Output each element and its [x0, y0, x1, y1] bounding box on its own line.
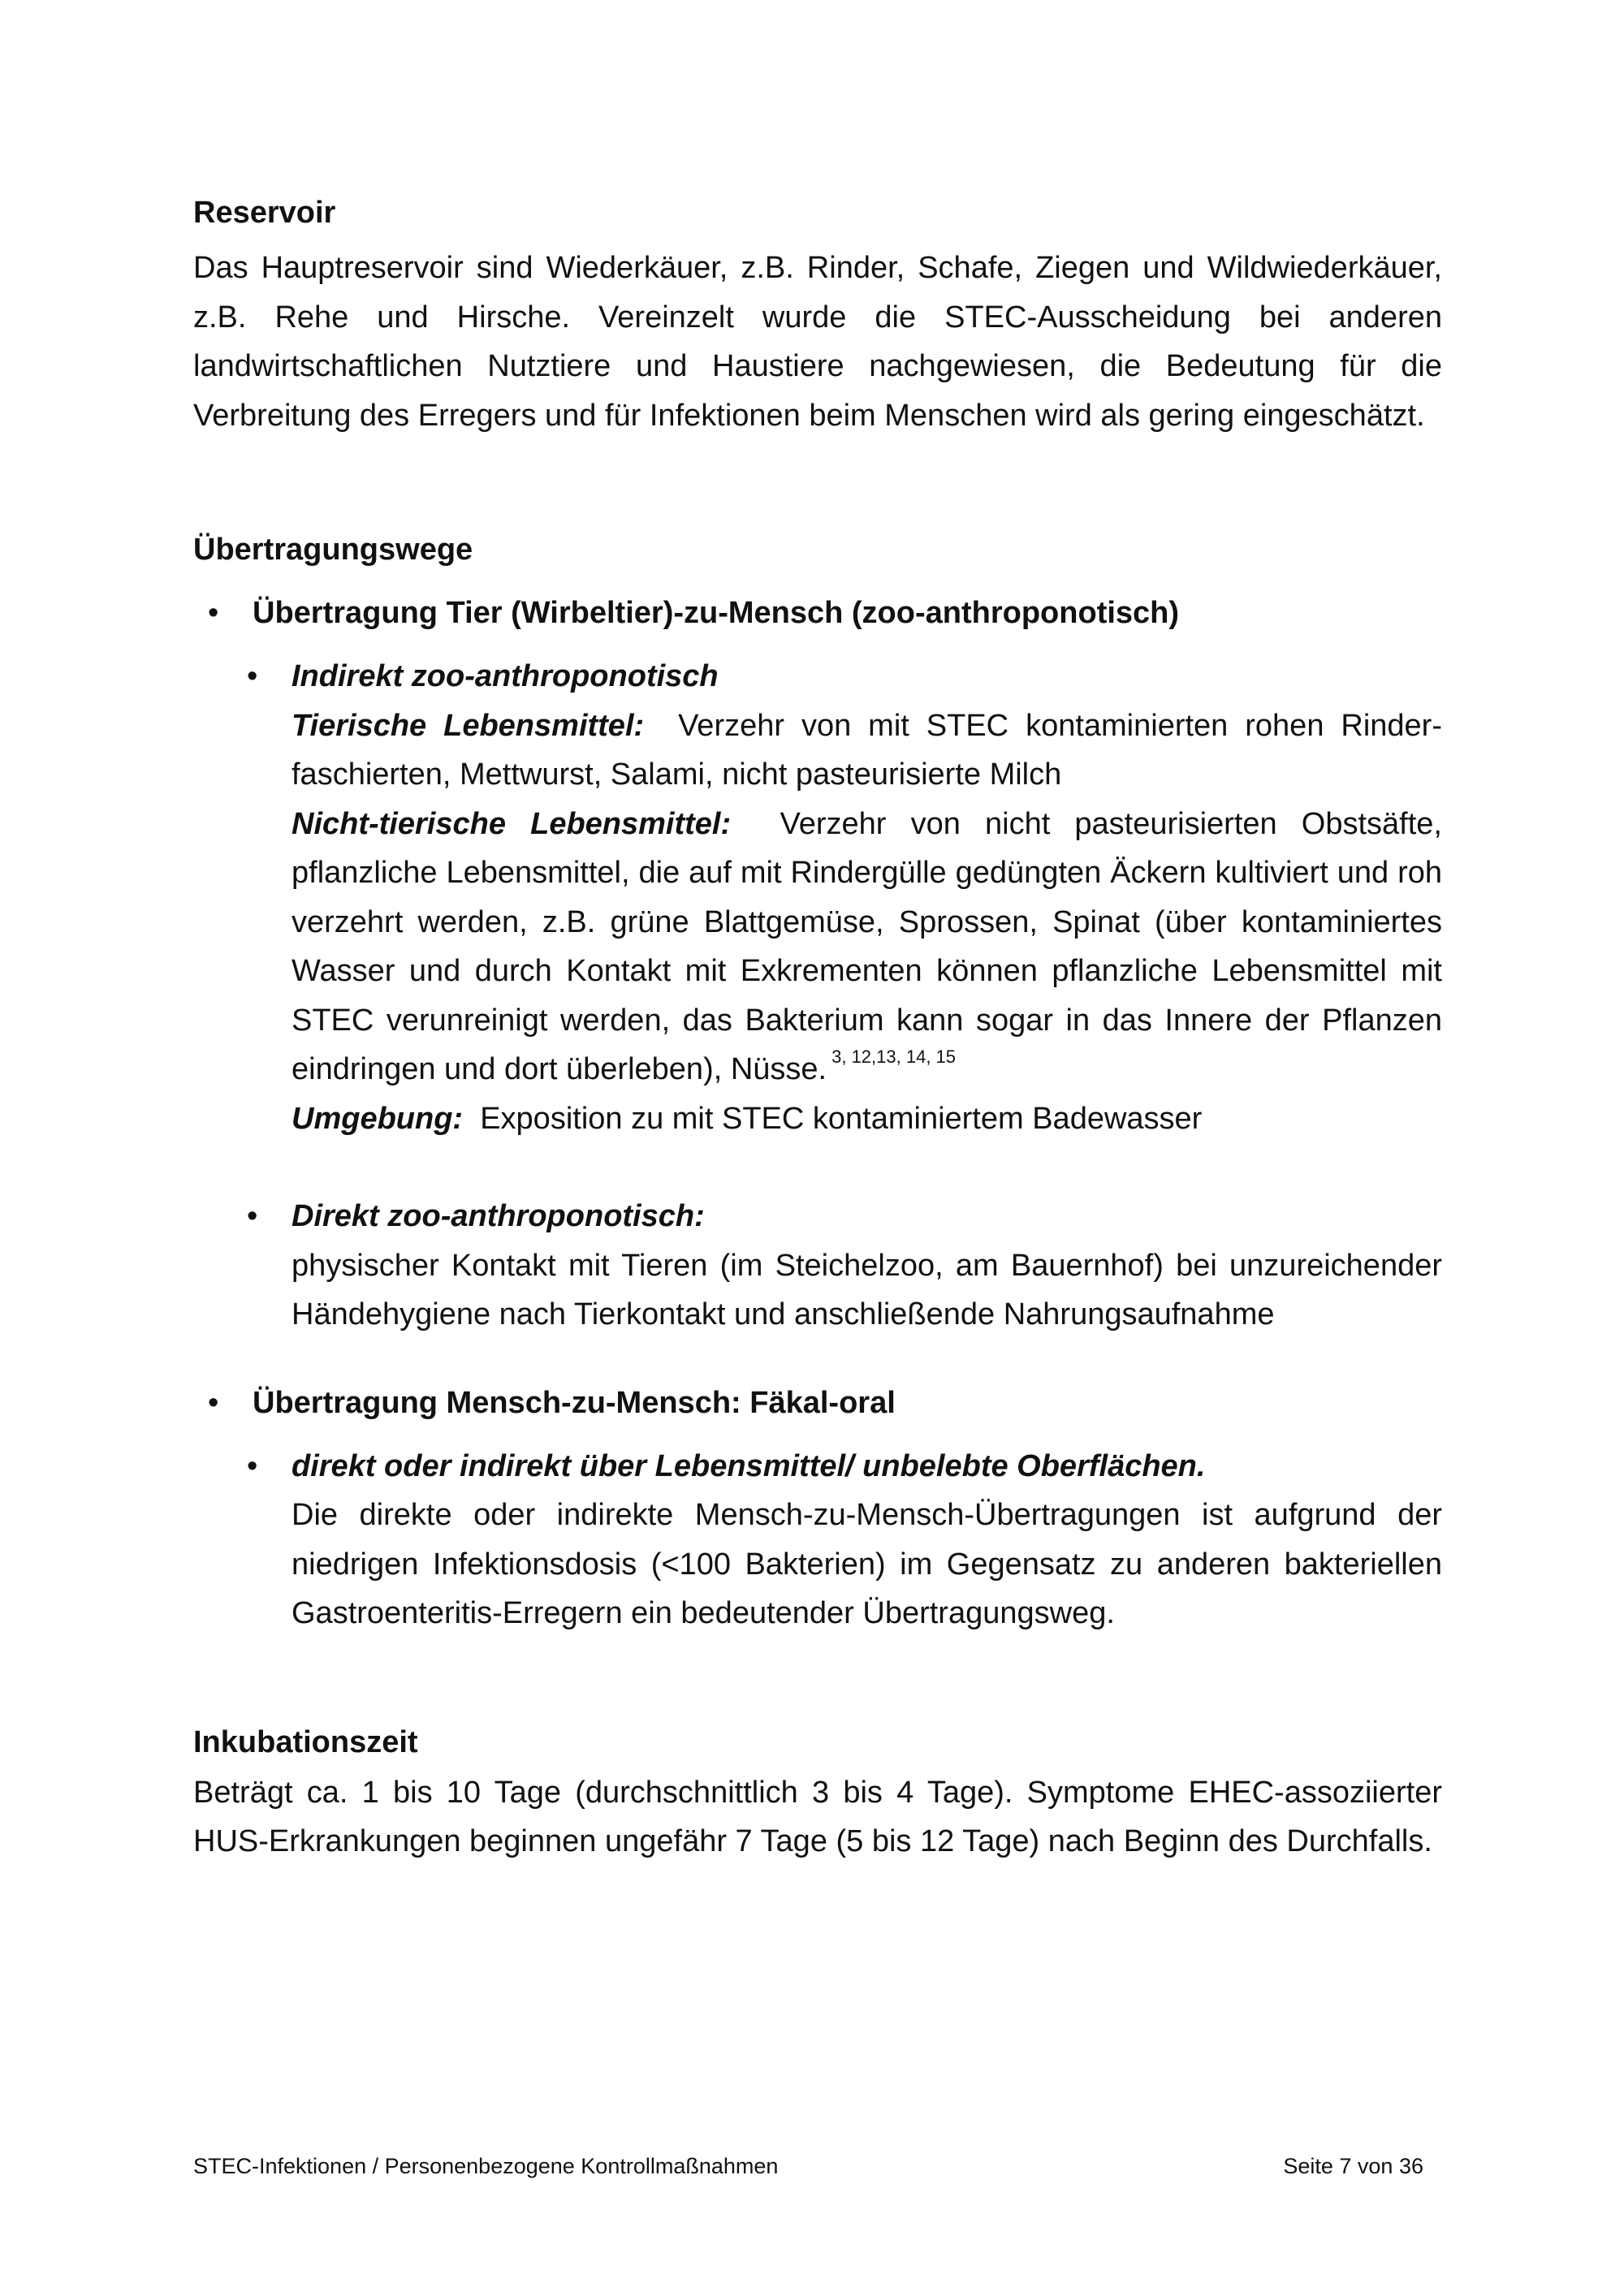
list-item-indirekt	[193, 652, 1442, 1143]
references-superscript: 3, 12,13, 14, 15	[831, 1047, 957, 1067]
footer-document-title: STEC-Infektionen / Personenbezogene Kontrollmaßnahmen	[193, 2154, 779, 2178]
umgebung-label: Umgebung:	[292, 1101, 464, 1136]
direkt-paragraph: physischer Kontakt mit Tieren (im Steichelzoo, am Bauernhof) bei unzureichender Händehygiene nach Tierkontakt und anschließende Nahrungsaufnahme	[292, 1248, 1442, 1331]
reservoir-paragraph: Das Hauptreservoir sind Wiederkäuer, z.B. Rinder, Schafe, Ziegen und Wildwiederkäuer, z.B. Rehe und Hirsche. Vereinzelt wurde die STEC-Ausscheidung bei anderen landwirtschaftlichen Nutztiere und Haustiere nachgewiesen, die Bedeutung für die Verbreitung des Erregers und für Infektionen beim Menschen wird als gering eingeschätzt.	[193, 251, 1442, 433]
bullet-icon: •	[247, 1448, 258, 1483]
page-content	[193, 188, 1442, 1867]
umgebung-paragraph	[292, 1094, 1442, 1144]
footer-page-number: Seite 7 von 36	[1283, 2154, 1423, 2178]
section-heading-inkubationszeit: Inkubationszeit	[193, 1724, 418, 1759]
bullet-icon: •	[247, 1199, 258, 1233]
tierische-lebensmittel-paragraph	[292, 701, 1442, 800]
nicht-tierische-lebensmittel-label: Nicht-tierische Lebensmittel:	[292, 806, 732, 841]
tierische-lebensmittel-label: Tierische Lebensmittel:	[292, 708, 645, 743]
umgebung-text: Exposition zu mit STEC kontaminiertem Badewasser	[480, 1101, 1203, 1136]
direkt-title: Direkt zoo-anthroponotisch:	[292, 1199, 705, 1233]
direkt-indirekt-title: direkt oder indirekt über Lebensmittel/ unbelebte Oberflächen.	[292, 1448, 1206, 1483]
bullet-icon: •	[247, 659, 258, 693]
list-item-direkt-indirekt	[193, 1442, 1442, 1638]
list-item-direkt	[193, 1192, 1442, 1340]
list-item-mensch-mensch	[193, 1379, 1442, 1427]
mensch-mensch-label: Übertragung Mensch-zu-Mensch: Fäkal-oral	[253, 1385, 896, 1420]
mensch-mensch-paragraph: Die direkte oder indirekte Mensch-zu-Mensch-Übertragungen ist aufgrund der niedrigen Infektionsdosis (<100 Bakterien) im Gegensatz zu anderen bakteriellen Gastroenteritis-Erregern ein bedeutender Übertragungsweg.	[292, 1498, 1442, 1630]
list-item-tier-mensch	[193, 589, 1442, 637]
inkubationszeit-paragraph: Beträgt ca. 1 bis 10 Tage (durchschnittlich 3 bis 4 Tage). Symptome EHEC-assoziierter HUS-Erkrankungen beginnen ungefähr 7 Tage (5 bis 12 Tage) nach Beginn des Durchfalls.	[193, 1775, 1442, 1858]
nicht-tierische-lebensmittel-paragraph	[292, 800, 1442, 1094]
tierische-lebensmittel-text: Verzehr von mit STEC kontaminierten rohen Rinder-faschierten, Mettwurst, Salami, nicht pasteurisierte Milch	[292, 708, 1442, 792]
nicht-tierische-lebensmittel-text: Verzehr von nicht pasteurisierten Obstsäfte, pflanzliche Lebensmittel, die auf mit Rindergülle gedüngten Äckern kultiviert und roh verzehrt werden, z.B. grüne Blattgemüse, Sprossen, Spinat (über kontaminiertes Wasser und durch Kontakt mit Exkrementen können pflanzliche Lebensmittel mit STEC verunreinigt werden, das Bakterium kann sogar in das Innere der Pflanzen eindringen und dort überleben), Nüsse.	[292, 806, 1442, 1086]
section-heading-uebertragungswege: Übertragungswege	[193, 533, 473, 567]
section-heading-reservoir: Reservoir	[193, 196, 336, 230]
indirekt-title: Indirekt zoo-anthroponotisch	[292, 659, 719, 693]
tier-mensch-label: Übertragung Tier (Wirbeltier)-zu-Mensch (zoo-anthroponotisch)	[253, 596, 1180, 630]
bullet-icon: •	[208, 1385, 219, 1420]
bullet-icon: •	[208, 596, 219, 630]
page-footer	[193, 2151, 1423, 2181]
